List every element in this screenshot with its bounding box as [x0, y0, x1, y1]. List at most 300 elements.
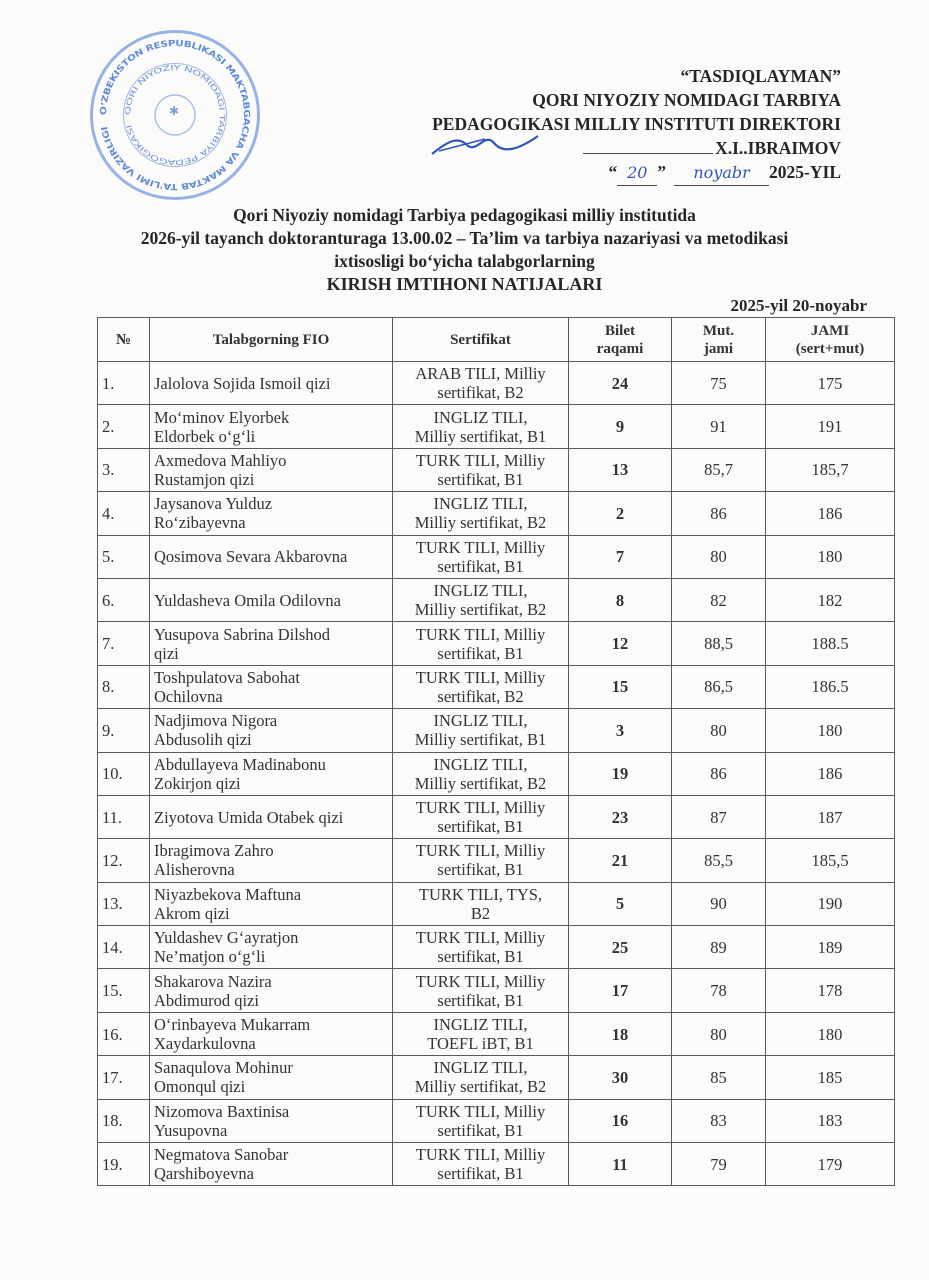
cell-fio-text: Ziyotova Umida Otabek qizi	[154, 807, 344, 827]
cell-mut-jami	[672, 448, 766, 491]
cell-bilet-text: 7	[615, 547, 625, 567]
table-row	[98, 926, 895, 969]
cell-bilet-text: 2	[615, 503, 625, 523]
table-row	[98, 1012, 895, 1055]
cell-mut-jami	[672, 405, 766, 448]
cell-bilet	[569, 795, 672, 838]
cell-fio-text: Mo‘minov Elyorbek	[154, 407, 290, 427]
cell-num-text: 19.	[102, 1154, 123, 1174]
cell-mut-jami-text: 86	[710, 764, 727, 784]
cell-fio-text: O‘rinbayeva Mukarram	[154, 1015, 311, 1035]
cell-certificate	[393, 578, 569, 621]
date-open-quote: “	[608, 162, 618, 182]
stamp-outer-text: O‘ZBEKISTON RESPUBLIKASI MAKTABGACHA VA MAKTAB TA'LIMI VAZIRLIGI	[98, 38, 252, 192]
cell-fio-text: Zokirjon qizi	[154, 773, 241, 793]
cell-fio-text: Jaysanova Yulduz	[154, 494, 273, 514]
cell-certificate-text: sertifikat, B2	[437, 686, 524, 706]
cell-jami-total	[766, 839, 895, 882]
approval-date-month: noyabr	[674, 161, 769, 186]
cell-mut-jami	[672, 578, 766, 621]
cell-fio-text: Shakarova Nazira	[154, 971, 272, 991]
table-body	[98, 362, 895, 1186]
cell-fio	[150, 448, 393, 491]
table-row	[98, 362, 895, 405]
cell-certificate-text: sertifikat, B1	[437, 817, 524, 837]
svg-text:O‘ZBEKISTON RESPUBLIKASI MAKTA	[98, 38, 251, 191]
cell-num	[98, 578, 150, 621]
cell-num	[98, 839, 150, 882]
cell-num	[98, 882, 150, 925]
cell-jami-total-text: 186	[817, 764, 843, 784]
cell-jami-total-text: 187	[817, 807, 843, 827]
cell-fio-text: Niyazbekova Maftuna	[154, 884, 302, 904]
cell-bilet	[569, 882, 672, 925]
approval-signatory-line	[432, 136, 841, 160]
cell-fio-text: Eldorbek o‘g‘li	[154, 426, 256, 446]
cell-bilet-text: 9	[615, 417, 625, 437]
cell-certificate	[393, 969, 569, 1012]
cell-jami-total	[766, 622, 895, 665]
table-row	[98, 622, 895, 665]
cell-bilet	[569, 492, 672, 535]
cell-jami-total	[766, 492, 895, 535]
approval-date-line	[432, 160, 841, 186]
cell-fio	[150, 362, 393, 405]
cell-mut-jami-text: 85	[710, 1067, 727, 1087]
cell-fio-text: Ro‘zibayevna	[154, 513, 246, 533]
cell-mut-jami	[672, 882, 766, 925]
cell-jami-total	[766, 1099, 895, 1142]
document-date: 2025-yil 20-noyabr	[730, 296, 867, 315]
cell-certificate-text: Milliy sertifikat, B2	[414, 1077, 547, 1097]
cell-certificate	[393, 622, 569, 665]
cell-bilet-text: 23	[611, 807, 629, 827]
cell-jami-total	[766, 795, 895, 838]
cell-certificate-text: sertifikat, B1	[437, 643, 524, 663]
cell-jami-total-text: 183	[817, 1111, 843, 1131]
cell-certificate-text: sertifikat, B1	[437, 860, 524, 880]
cell-fio-text: Rustamjon qizi	[154, 469, 255, 489]
table-row	[98, 535, 895, 578]
title-line-1: Qori Niyoziy nomidagi Tarbiya pedagogikasi milliy institutida	[233, 205, 696, 225]
table-row	[98, 969, 895, 1012]
cell-fio	[150, 665, 393, 708]
header-mut-2: jami	[703, 340, 734, 357]
cell-mut-jami-text: 85,5	[704, 850, 733, 870]
table-row	[98, 795, 895, 838]
cell-certificate	[393, 709, 569, 752]
cell-num	[98, 1056, 150, 1099]
cell-jami-total-text: 189	[817, 937, 843, 957]
cell-certificate-text: INGLIZ TILI,	[433, 407, 528, 427]
cell-certificate-text: TURK TILI, Milliy	[415, 971, 546, 991]
header-fio: Talabgorning FIO	[150, 318, 393, 362]
cell-fio-text: Omonqul qizi	[154, 1077, 246, 1097]
cell-fio	[150, 1099, 393, 1142]
cell-certificate-text: sertifikat, B2	[437, 383, 524, 403]
cell-certificate-text: Milliy sertifikat, B2	[414, 600, 547, 620]
cell-mut-jami-text: 87	[710, 807, 727, 827]
cell-jami-total-text: 178	[817, 981, 843, 1001]
cell-fio-text: Abdullayeva Madinabonu	[154, 754, 326, 774]
cell-certificate-text: Milliy sertifikat, B2	[414, 773, 547, 793]
cell-certificate-text: INGLIZ TILI,	[433, 1058, 528, 1078]
cell-certificate-text: Milliy sertifikat, B1	[414, 730, 547, 750]
cell-fio	[150, 535, 393, 578]
cell-bilet	[569, 362, 672, 405]
header-jami	[766, 318, 895, 362]
cell-jami-total-text: 180	[817, 547, 843, 567]
cell-bilet-text: 15	[611, 677, 629, 697]
table-row	[98, 492, 895, 535]
table-row	[98, 1056, 895, 1099]
cell-certificate	[393, 752, 569, 795]
cell-bilet-text: 21	[611, 850, 629, 870]
cell-certificate-text: sertifikat, B1	[437, 1120, 524, 1140]
cell-fio-text: Akrom qizi	[154, 903, 230, 923]
cell-num-text: 11.	[102, 807, 123, 827]
cell-jami-total	[766, 1056, 895, 1099]
cell-num	[98, 665, 150, 708]
cell-num	[98, 752, 150, 795]
cell-num	[98, 492, 150, 535]
approval-block	[432, 64, 841, 186]
cell-jami-total-text: 185,7	[811, 460, 849, 480]
cell-certificate-text: TURK TILI, Milliy	[415, 928, 546, 948]
cell-jami-total-text: 185	[817, 1067, 843, 1087]
cell-num	[98, 622, 150, 665]
cell-certificate	[393, 362, 569, 405]
cell-jami-total-text: 188.5	[811, 634, 849, 654]
star-icon: ✱	[169, 104, 180, 118]
cell-mut-jami-text: 79	[710, 1154, 727, 1174]
approval-date-year: 2025-YIL	[769, 162, 841, 182]
cell-num	[98, 405, 150, 448]
cell-certificate-text: sertifikat, B1	[437, 556, 524, 576]
cell-num-text: 5.	[102, 547, 115, 567]
table-row	[98, 709, 895, 752]
cell-fio-text: Ibragimova Zahro	[154, 841, 274, 861]
cell-bilet	[569, 578, 672, 621]
cell-num-text: 6.	[102, 590, 115, 610]
cell-certificate-text: TURK TILI, TYS,	[418, 884, 543, 904]
cell-num	[98, 795, 150, 838]
cell-certificate-text: TURK TILI, Milliy	[415, 1145, 546, 1165]
cell-bilet-text: 16	[611, 1111, 629, 1131]
cell-jami-total-text: 191	[817, 417, 843, 437]
cell-certificate-text: TURK TILI, Milliy	[415, 841, 546, 861]
cell-bilet-text: 3	[615, 720, 625, 740]
cell-fio-text: Qosimova Sevara Akbarovna	[154, 547, 348, 567]
cell-mut-jami-text: 80	[710, 1024, 727, 1044]
cell-certificate	[393, 882, 569, 925]
cell-fio-text: Axmedova Mahliyo	[154, 450, 287, 470]
cell-bilet	[569, 926, 672, 969]
cell-jami-total-text: 185,5	[811, 850, 849, 870]
cell-mut-jami-text: 86,5	[704, 677, 733, 697]
cell-num-text: 8.	[102, 677, 115, 697]
approval-date-day: 20	[617, 161, 657, 186]
table-row	[98, 839, 895, 882]
table-row	[98, 752, 895, 795]
cell-fio-text: Toshpulatova Sabohat	[154, 667, 300, 687]
cell-fio	[150, 1056, 393, 1099]
cell-num-text: 4.	[102, 503, 115, 523]
cell-mut-jami	[672, 492, 766, 535]
cell-fio	[150, 752, 393, 795]
cell-jami-total-text: 180	[817, 720, 843, 740]
cell-mut-jami-text: 80	[710, 720, 727, 740]
cell-mut-jami	[672, 665, 766, 708]
header-bilet	[569, 318, 672, 362]
cell-certificate	[393, 535, 569, 578]
svg-text:QORI NIYOZIY NOMIDAGI TARBIYA	[124, 64, 226, 166]
cell-mut-jami-text: 88,5	[704, 634, 733, 654]
cell-num	[98, 448, 150, 491]
cell-mut-jami-text: 75	[710, 373, 727, 393]
table-row	[98, 405, 895, 448]
table-row	[98, 1099, 895, 1142]
cell-jami-total	[766, 535, 895, 578]
cell-certificate-text: TURK TILI, Milliy	[415, 537, 546, 557]
cell-certificate-text: TURK TILI, Milliy	[415, 798, 546, 818]
cell-mut-jami	[672, 795, 766, 838]
cell-mut-jami-text: 78	[710, 981, 727, 1001]
cell-bilet-text: 17	[611, 981, 629, 1001]
cell-mut-jami	[672, 1099, 766, 1142]
cell-jami-total	[766, 405, 895, 448]
cell-bilet	[569, 1099, 672, 1142]
header-jami-1: JAMI	[810, 322, 850, 339]
cell-num-text: 16.	[102, 1024, 123, 1044]
cell-jami-total	[766, 362, 895, 405]
header-bilet-2: raqami	[596, 340, 644, 357]
cell-bilet-text: 13	[611, 460, 629, 480]
cell-certificate-text: TURK TILI, Milliy	[415, 667, 546, 687]
cell-mut-jami	[672, 969, 766, 1012]
header-mut-1: Mut.	[702, 322, 735, 339]
table-header-row	[98, 318, 895, 362]
cell-mut-jami	[672, 535, 766, 578]
results-table	[97, 317, 895, 1186]
cell-num-text: 9.	[102, 720, 115, 740]
cell-jami-total	[766, 969, 895, 1012]
cell-num	[98, 535, 150, 578]
cell-certificate-text: sertifikat, B1	[437, 1164, 524, 1184]
cell-mut-jami-text: 85,7	[704, 460, 733, 480]
cell-mut-jami-text: 89	[710, 937, 727, 957]
cell-bilet-text: 8	[615, 590, 625, 610]
cell-fio	[150, 492, 393, 535]
cell-certificate	[393, 665, 569, 708]
cell-bilet-text: 18	[611, 1024, 629, 1044]
cell-num-text: 10.	[102, 764, 123, 784]
cell-certificate-text: INGLIZ TILI,	[433, 494, 528, 514]
cell-bilet	[569, 1012, 672, 1055]
cell-certificate	[393, 448, 569, 491]
cell-num	[98, 1012, 150, 1055]
cell-fio-text: qizi	[154, 643, 179, 663]
cell-bilet	[569, 969, 672, 1012]
cell-num-text: 15.	[102, 981, 123, 1001]
cell-mut-jami	[672, 622, 766, 665]
cell-mut-jami-text: 80	[710, 547, 727, 567]
cell-certificate	[393, 1143, 569, 1186]
header-jami-2: (sert+mut)	[795, 340, 865, 357]
title-line-4: KIRISH IMTIHONI NATIJALARI	[326, 274, 603, 294]
cell-mut-jami-text: 82	[710, 590, 727, 610]
cell-jami-total	[766, 926, 895, 969]
cell-num-text: 2.	[102, 417, 115, 437]
cell-num	[98, 926, 150, 969]
title-line-2: 2026-yil tayanch doktoranturaga 13.00.02 – Ta’lim va tarbiya nazariyasi va metodikasi	[140, 228, 789, 248]
cell-jami-total	[766, 665, 895, 708]
cell-fio-text: Jalolova Sojida Ismoil qizi	[154, 373, 331, 393]
cell-fio-text: Xaydarkulovna	[154, 1034, 256, 1054]
cell-certificate	[393, 405, 569, 448]
cell-certificate	[393, 492, 569, 535]
cell-num	[98, 709, 150, 752]
date-close-quote: ”	[657, 162, 667, 182]
header-bilet-1: Bilet	[605, 322, 635, 339]
cell-fio-text: Yuldashev G‘ayratjon	[154, 928, 299, 948]
cell-fio	[150, 795, 393, 838]
table-row	[98, 578, 895, 621]
cell-jami-total-text: 180	[817, 1024, 843, 1044]
cell-mut-jami-text: 83	[710, 1111, 727, 1131]
official-stamp	[90, 30, 260, 200]
cell-bilet	[569, 405, 672, 448]
cell-bilet	[569, 839, 672, 882]
cell-certificate	[393, 1099, 569, 1142]
cell-certificate-text: INGLIZ TILI,	[433, 1015, 528, 1035]
cell-certificate-text: TOEFL iBT, B1	[427, 1034, 534, 1054]
cell-bilet	[569, 1056, 672, 1099]
cell-fio-text: Qarshiboyevna	[154, 1164, 254, 1184]
cell-bilet	[569, 622, 672, 665]
cell-jami-total	[766, 578, 895, 621]
stamp-ring-icon	[90, 30, 260, 200]
cell-certificate	[393, 1012, 569, 1055]
cell-fio	[150, 1143, 393, 1186]
cell-certificate-text: INGLIZ TILI,	[433, 711, 528, 731]
cell-num-text: 14.	[102, 937, 123, 957]
cell-certificate	[393, 926, 569, 969]
cell-fio	[150, 969, 393, 1012]
cell-certificate-text: INGLIZ TILI,	[433, 581, 528, 601]
cell-certificate-text: TURK TILI, Milliy	[415, 1101, 546, 1121]
cell-mut-jami	[672, 839, 766, 882]
stamp-inner-ring	[123, 63, 227, 167]
cell-fio-text: Ne’matjon o‘g‘li	[154, 947, 266, 967]
cell-fio-text: Abdimurod qizi	[154, 990, 259, 1010]
cell-fio-text: Negmatova Sanobar	[154, 1145, 289, 1165]
cell-bilet-text: 19	[611, 764, 629, 784]
cell-jami-total-text: 182	[817, 590, 843, 610]
cell-mut-jami	[672, 1012, 766, 1055]
title-line-3: ixtisosligi bo‘yicha talabgorlarning	[334, 251, 595, 271]
table-row	[98, 665, 895, 708]
cell-certificate	[393, 839, 569, 882]
cell-fio-text: Nizomova Baxtinisa	[154, 1101, 290, 1121]
cell-fio	[150, 839, 393, 882]
cell-bilet-text: 12	[611, 634, 629, 654]
cell-mut-jami	[672, 1143, 766, 1186]
cell-bilet	[569, 709, 672, 752]
cell-certificate-text: INGLIZ TILI,	[433, 754, 528, 774]
cell-certificate-text: sertifikat, B1	[437, 990, 524, 1010]
table-row	[98, 882, 895, 925]
cell-fio-text: Nadjimova Nigora	[154, 711, 278, 731]
cell-bilet	[569, 448, 672, 491]
cell-jami-total-text: 186.5	[811, 677, 849, 697]
cell-bilet	[569, 752, 672, 795]
cell-jami-total	[766, 882, 895, 925]
cell-mut-jami	[672, 709, 766, 752]
cell-bilet-text: 25	[611, 937, 629, 957]
header-cert: Sertifikat	[393, 318, 569, 362]
cell-fio	[150, 709, 393, 752]
cell-certificate	[393, 1056, 569, 1099]
cell-fio	[150, 926, 393, 969]
cell-mut-jami	[672, 752, 766, 795]
cell-certificate-text: B2	[470, 903, 491, 923]
cell-fio-text: Yusupovna	[154, 1120, 228, 1140]
cell-bilet-text: 24	[611, 373, 629, 393]
cell-certificate-text: ARAB TILI, Milliy	[415, 364, 546, 384]
cell-certificate-text: TURK TILI, Milliy	[415, 624, 546, 644]
cell-certificate-text: TURK TILI, Milliy	[415, 450, 546, 470]
cell-num-text: 12.	[102, 850, 123, 870]
cell-certificate	[393, 795, 569, 838]
cell-fio-text: Abdusolih qizi	[154, 730, 252, 750]
cell-bilet	[569, 535, 672, 578]
cell-jami-total-text: 190	[817, 894, 843, 914]
cell-fio	[150, 622, 393, 665]
cell-num-text: 18.	[102, 1111, 123, 1131]
cell-fio-text: Sanaqulova Mohinur	[154, 1058, 293, 1078]
cell-fio	[150, 578, 393, 621]
cell-fio	[150, 882, 393, 925]
cell-jami-total	[766, 448, 895, 491]
cell-mut-jami-text: 91	[710, 417, 727, 437]
cell-bilet-text: 30	[611, 1067, 629, 1087]
cell-fio-text: Yuldasheva Omila Odilovna	[154, 590, 341, 610]
cell-bilet-text: 11	[612, 1154, 628, 1174]
cell-fio	[150, 405, 393, 448]
cell-certificate-text: sertifikat, B1	[437, 947, 524, 967]
approval-heading: “TASDIQLAYMAN”	[680, 66, 841, 86]
cell-fio-text: Ochilovna	[154, 686, 223, 706]
cell-bilet	[569, 665, 672, 708]
cell-certificate-text: Milliy sertifikat, B1	[414, 426, 547, 446]
signature-blank	[583, 139, 713, 154]
table-row	[98, 448, 895, 491]
cell-num	[98, 969, 150, 1012]
cell-certificate-text: Milliy sertifikat, B2	[414, 513, 547, 533]
cell-mut-jami	[672, 1056, 766, 1099]
cell-num-text: 17.	[102, 1067, 123, 1087]
cell-mut-jami-text: 86	[710, 503, 727, 523]
cell-jami-total-text: 179	[817, 1154, 843, 1174]
cell-fio-text: Alisherovna	[154, 860, 235, 880]
cell-bilet	[569, 1143, 672, 1186]
cell-jami-total-text: 186	[817, 503, 843, 523]
cell-jami-total	[766, 1143, 895, 1186]
cell-jami-total	[766, 1012, 895, 1055]
approval-line-1: QORI NIYOZIY NOMIDAGI TARBIYA	[532, 90, 841, 110]
cell-jami-total	[766, 752, 895, 795]
